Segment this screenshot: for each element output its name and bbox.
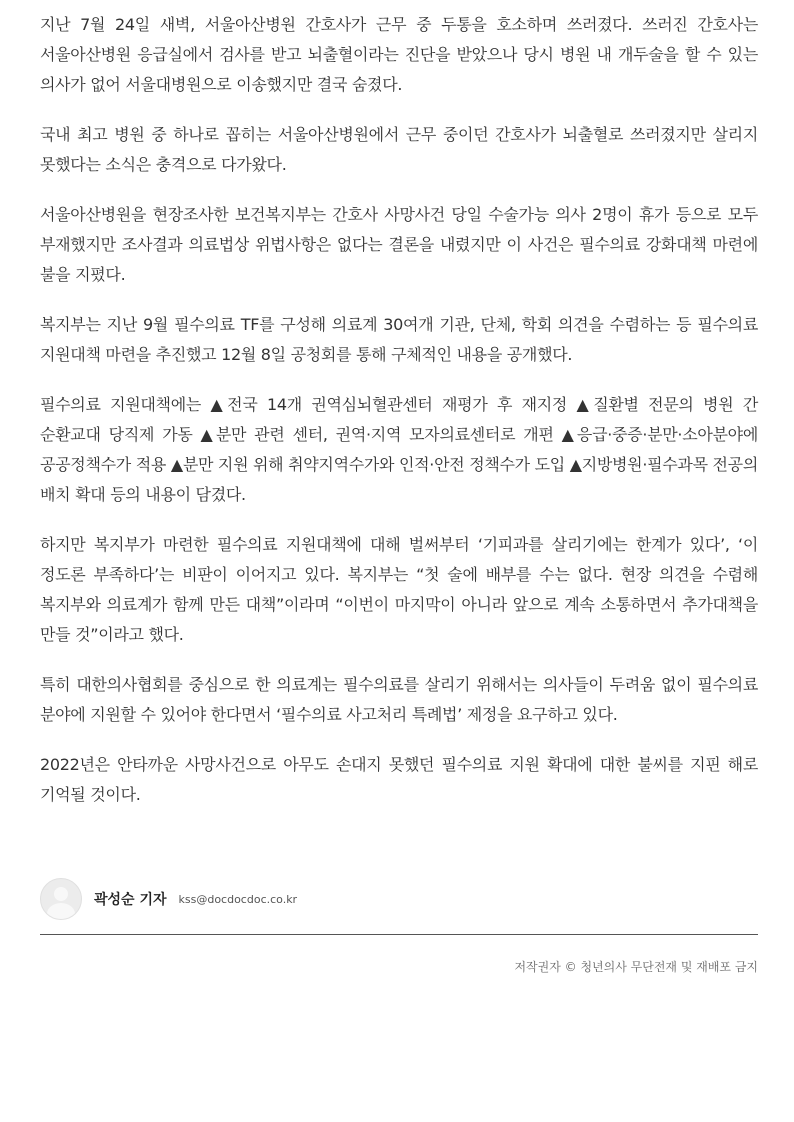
reporter-email[interactable]: kss@docdocdoc.co.kr xyxy=(178,892,298,906)
article-body xyxy=(40,10,758,830)
article-paragraph-5: 필수의료 지원대책에는 ▲전국 14개 권역심뇌혈관센터 재평가 후 재지정 ▲질환별 전문의 병원 간 순환교대 당직제 가동 ▲분만 관련 센터, 권역·지역 모자의료센터로 개편 ▲응급·중증·분만·소아분야에 공공정책수가 적용 ▲분만 지원 위해 취약지역수가와 인적·안전 정책수가 도입 ▲지방병원·필수과목 전공의 배치 확대 등의 내용이 담겼다. xyxy=(40,395,758,504)
reporter-name[interactable]: 곽성순 기자 xyxy=(94,892,167,908)
byline xyxy=(40,876,758,922)
article-paragraph-7: 특히 대한의사협회를 중심으로 한 의료계는 필수의료를 살리기 위해서는 의사들이 두려움 없이 필수의료 분야에 지원할 수 있어야 한다면서 ‘필수의료 사고처리 특례법’ 제정을 요구하고 있다. xyxy=(40,675,758,724)
article-paragraph-1: 지난 7월 24일 새벽, 서울아산병원 간호사가 근무 중 두통을 호소하며 쓰러졌다. 쓰러진 간호사는 서울아산병원 응급실에서 검사를 받고 뇌출혈이라는 진단을 받았으나 당시 병원 내 개두술을 할 수 있는 의사가 없어 서울대병원으로 이송했지만 결국 숨졌다. xyxy=(40,15,758,94)
article-paragraph-3: 서울아산병원을 현장조사한 보건복지부는 간호사 사망사건 당일 수술가능 의사 2명이 휴가 등으로 모두 부재했지만 조사결과 의료법상 위법사항은 없다는 결론을 내렸지만 이 사건은 필수의료 강화대책 마련에 불을 지폈다. xyxy=(40,205,758,284)
article-paragraph-6: 하지만 복지부가 마련한 필수의료 지원대책에 대해 벌써부터 ‘기피과를 살리기에는 한계가 있다’, ‘이 정도론 부족하다’는 비판이 이어지고 있다. 복지부는 “첫 술에 배부를 수는 없다. 현장 의견을 수렴해 복지부와 의료계가 함께 만든 대책”이라며 “이번이 마지막이 아니라 앞으로 계속 소통하면서 추가대책을 만들 것”이라고 했다. xyxy=(40,535,758,644)
copyright-notice: 저작권자 © 청년의사 무단전재 및 재배포 금지 xyxy=(514,960,758,974)
article-paragraph-8: 2022년은 안타까운 사망사건으로 아무도 손대지 못했던 필수의료 지원 확대에 대한 불씨를 지핀 해로 기억될 것이다. xyxy=(40,755,758,804)
user-avatar-icon xyxy=(40,878,82,920)
article-paragraph-2: 국내 최고 병원 중 하나로 꼽히는 서울아산병원에서 근무 중이던 간호사가 뇌출혈로 쓰러졌지만 살리지 못했다는 소식은 충격으로 다가왔다. xyxy=(40,125,758,174)
footer-divider xyxy=(40,934,758,935)
article-paragraph-4: 복지부는 지난 9월 필수의료 TF를 구성해 의료계 30여개 기관, 단체, 학회 의견을 수렴하는 등 필수의료 지원대책 마련을 추진했고 12월 8일 공청회를 통해 구체적인 내용을 공개했다. xyxy=(40,315,758,364)
